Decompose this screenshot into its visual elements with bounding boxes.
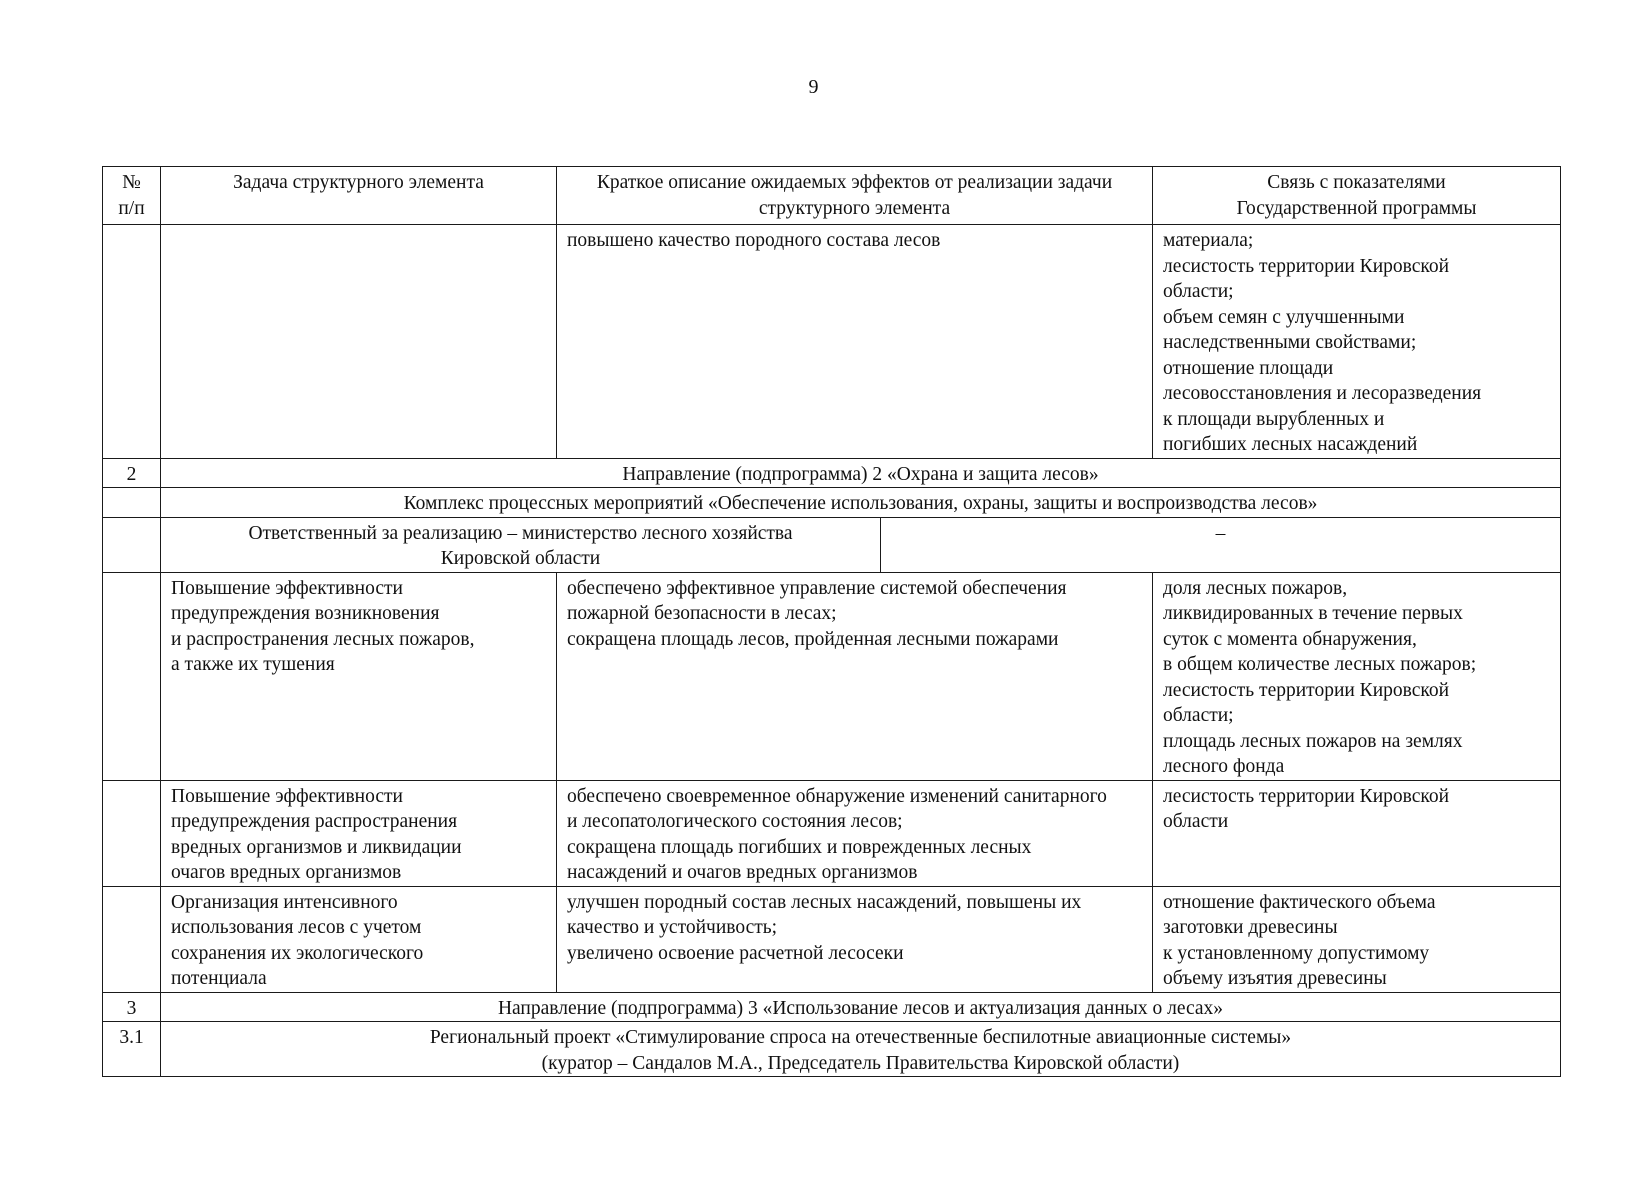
row-num: 3.1: [103, 1022, 161, 1077]
row-num: [103, 886, 161, 992]
row-task: [161, 225, 557, 459]
row-num: [103, 225, 161, 459]
table-row-direction-2: [103, 458, 1561, 488]
row-num: [103, 517, 161, 572]
direction-title: Направление (подпрограмма) 2 «Охрана и защита лесов»: [161, 458, 1561, 488]
header-row: [103, 167, 1561, 225]
row-num: [103, 780, 161, 886]
row-link: доля лесных пожаров, ликвидированных в течение первых суток с момента обнаружения, в общем количестве лесных пожаров; лесистость территории Кировской области; площадь лесных пожаров на землях лесного фонда: [1153, 572, 1561, 780]
header-link: Связь с показателями Государственной программы: [1153, 167, 1561, 225]
program-table: [102, 166, 1561, 1077]
project-title: Региональный проект «Стимулирование спроса на отечественные беспилотные авиационные системы» (куратор – Сандалов М.А., Председатель Правительства Кировской области): [161, 1022, 1561, 1077]
row-task: Повышение эффективности предупреждения распространения вредных организмов и ликвидации очагов вредных организмов: [161, 780, 557, 886]
table-row-complex: [103, 488, 1561, 518]
row-num: [103, 572, 161, 780]
header-effects: Краткое описание ожидаемых эффектов от реализации задачи структурного элемента: [557, 167, 1153, 225]
table-row-direction-3: [103, 992, 1561, 1022]
row-link: материала; лесистость территории Кировской области; объем семян с улучшенными наследственными свойствами; отношение площади лесовосстановления и лесоразведения к площади вырубленных и погибших лесных насаждений: [1153, 225, 1561, 459]
table-row-fire: [103, 572, 1561, 780]
responsible-text: Ответственный за реализацию – министерство лесного хозяйства Кировской области: [161, 517, 881, 572]
row-task: Организация интенсивного использования лесов с учетом сохранения их экологического потенциала: [161, 886, 557, 992]
row-effects: обеспечено эффективное управление системой обеспечения пожарной безопасности в лесах; сокращена площадь лесов, пройденная лесными пожарами: [557, 572, 1153, 780]
row-effects: повышено качество породного состава лесов: [557, 225, 1153, 459]
row-link: лесистость территории Кировской области: [1153, 780, 1561, 886]
table-row-responsible: [103, 517, 1561, 572]
table-row-continuation: [103, 225, 1561, 459]
complex-title: Комплекс процессных мероприятий «Обеспечение использования, охраны, защиты и воспроизводства лесов»: [161, 488, 1561, 518]
row-effects: улучшен породный состав лесных насаждений, повышены их качество и устойчивость; увеличено освоение расчетной лесосеки: [557, 886, 1153, 992]
table-row-pests: [103, 780, 1561, 886]
responsible-value: –: [881, 517, 1561, 572]
row-num: [103, 488, 161, 518]
table-row-project-3-1: [103, 1022, 1561, 1077]
row-num: 3: [103, 992, 161, 1022]
header-num: № п/п: [103, 167, 161, 225]
table-row-usage: [103, 886, 1561, 992]
page-number: 9: [808, 76, 819, 98]
row-num: 2: [103, 458, 161, 488]
header-task: Задача структурного элемента: [161, 167, 557, 225]
row-task: Повышение эффективности предупреждения возникновения и распространения лесных пожаров, а также их тушения: [161, 572, 557, 780]
direction-title: Направление (подпрограмма) 3 «Использование лесов и актуализация данных о лесах»: [161, 992, 1561, 1022]
row-link: отношение фактического объема заготовки древесины к установленному допустимому объему изъятия древесины: [1153, 886, 1561, 992]
row-effects: обеспечено своевременное обнаружение изменений санитарного и лесопатологического состояния лесов; сокращена площадь погибших и поврежденных лесных насаждений и очагов вредных организмов: [557, 780, 1153, 886]
